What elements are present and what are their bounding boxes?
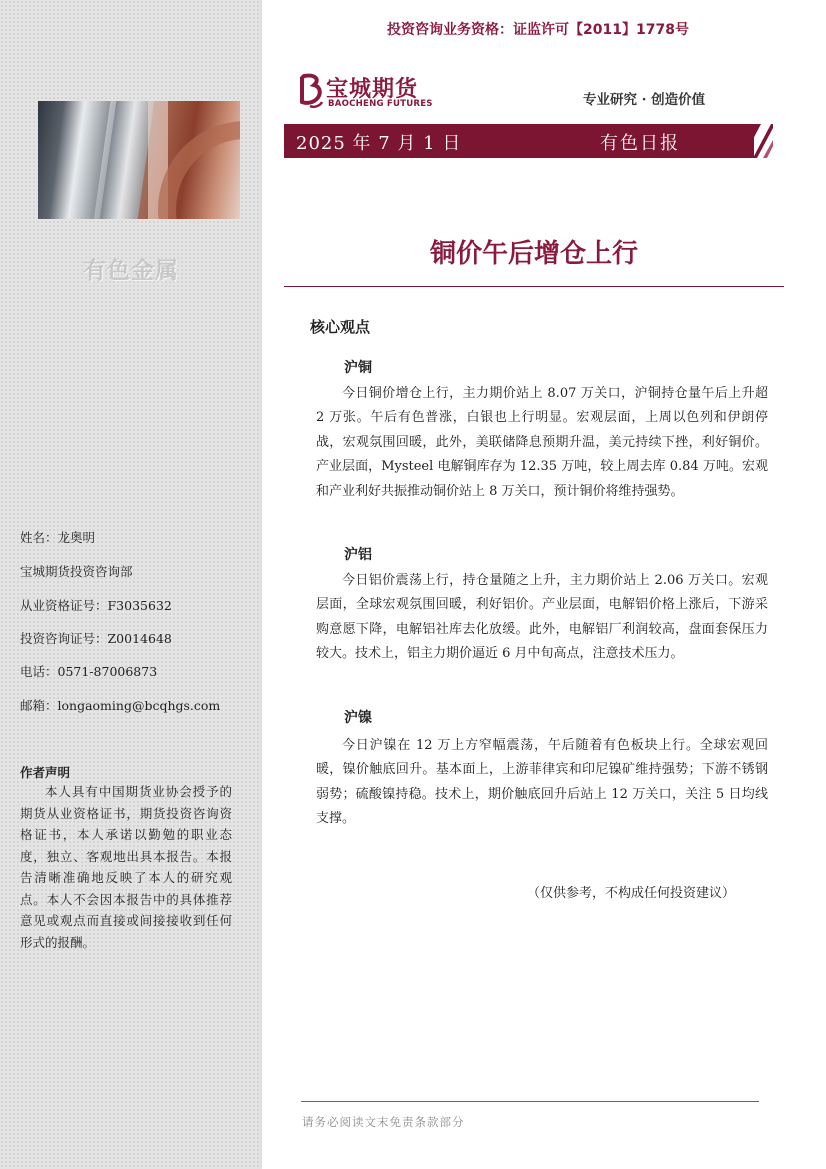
title-divider xyxy=(284,286,784,287)
logo-chinese: 宝城期货 xyxy=(326,76,419,102)
report-date: 2025 年 7 月 1 日 xyxy=(296,133,462,154)
company-logo xyxy=(298,72,438,112)
logo-mark-icon xyxy=(298,72,324,110)
declaration-title: 作者声明 xyxy=(20,765,71,780)
report-title: 铜价午后增仓上行 xyxy=(429,239,638,269)
department: 宝城期货投资咨询部 xyxy=(20,564,133,579)
section-body-aluminum: 今日铝价震荡上行，持仓量随之上升，主力期价站上 2.06 万关口。宏观层面，全球宏观氛围回暖，利好铝价。产业层面，电解铝价格上涨后，下游采购意愿下降，电解铝社库去化放缓。此外，电解铝厂利润较高，盘面套保压力较大。技术上，铝主力期价逼近 6 月中旬高点，注意技术压力。 xyxy=(316,573,768,662)
email[interactable]: 邮箱：longaoming@bcqhgs.com xyxy=(20,698,221,713)
section-heading-nickel: 沪镍 xyxy=(344,710,372,726)
license-info: 投资咨询业务资格：证监许可【2011】1778号 xyxy=(387,22,689,38)
core-heading: 核心观点 xyxy=(310,318,371,336)
report-type: 有色日报 xyxy=(600,133,680,154)
section-body-copper: 今日铜价增仓上行，主力期价站上 8.07 万关口，沪铜持仓量午后上升超 2 万张。午后有色普涨，白银也上行明显。宏观层面，上周以色列和伊朗停战，宏观氛围回暖，此外，美联储降息预期升温，美元持续下挫，利好铜价。产业层面，Mysteel 电解铜库存为 12.35 万吨，较上周去库 0.84 万吨。宏观和产业利好共振推动铜价站上 8 万关口，预计铜价将维持强势。 xyxy=(316,386,768,499)
phone: 电话：0571-87006873 xyxy=(20,664,158,679)
analyst-name: 姓名：龙奥明 xyxy=(20,530,96,545)
section-heading-aluminum: 沪铝 xyxy=(344,547,372,563)
consulting-number: 投资咨询证号：Z0014648 xyxy=(20,631,172,646)
footer-divider xyxy=(301,1101,759,1102)
sidebar xyxy=(0,0,262,1169)
logo-english: BAOCHENG FUTURES xyxy=(328,99,433,109)
metal-cover-image xyxy=(38,101,240,219)
section-heading-copper: 沪铜 xyxy=(344,360,372,376)
footer-note: 请务必阅读文末免责条款部分 xyxy=(302,1115,465,1129)
declaration-body: 本人具有中国期货业协会授予的期货从业资格证书，期货投资咨询资格证书，本人承诺以勤勉的职业态度，独立、客观地出具本报告。本报告清晰准确地反映了本人的研究观点。本人不会因本报告中的具体推荐意见或观点而直接或间接接收到任何形式的报酬。 xyxy=(20,784,232,950)
disclaimer: （仅供参考，不构成任何投资建议） xyxy=(527,886,736,901)
banner-stripes-icon xyxy=(713,124,773,158)
slogan: 专业研究 · 创造价值 xyxy=(583,92,706,108)
section-body-nickel: 今日沪镍在 12 万上方窄幅震荡，午后随着有色板块上行。全球宏观回暖，镍价触底回升。基本面上，上游菲律宾和印尼镍矿维持强势；下游不锈钢弱势；硫酸镍持稳。技术上，期价触底回升后站上 12 万关口，关注 5 日均线支撑。 xyxy=(316,738,768,827)
category-label: 有色金属 xyxy=(83,258,179,284)
qualification-number: 从业资格证号：F3035632 xyxy=(20,598,172,613)
